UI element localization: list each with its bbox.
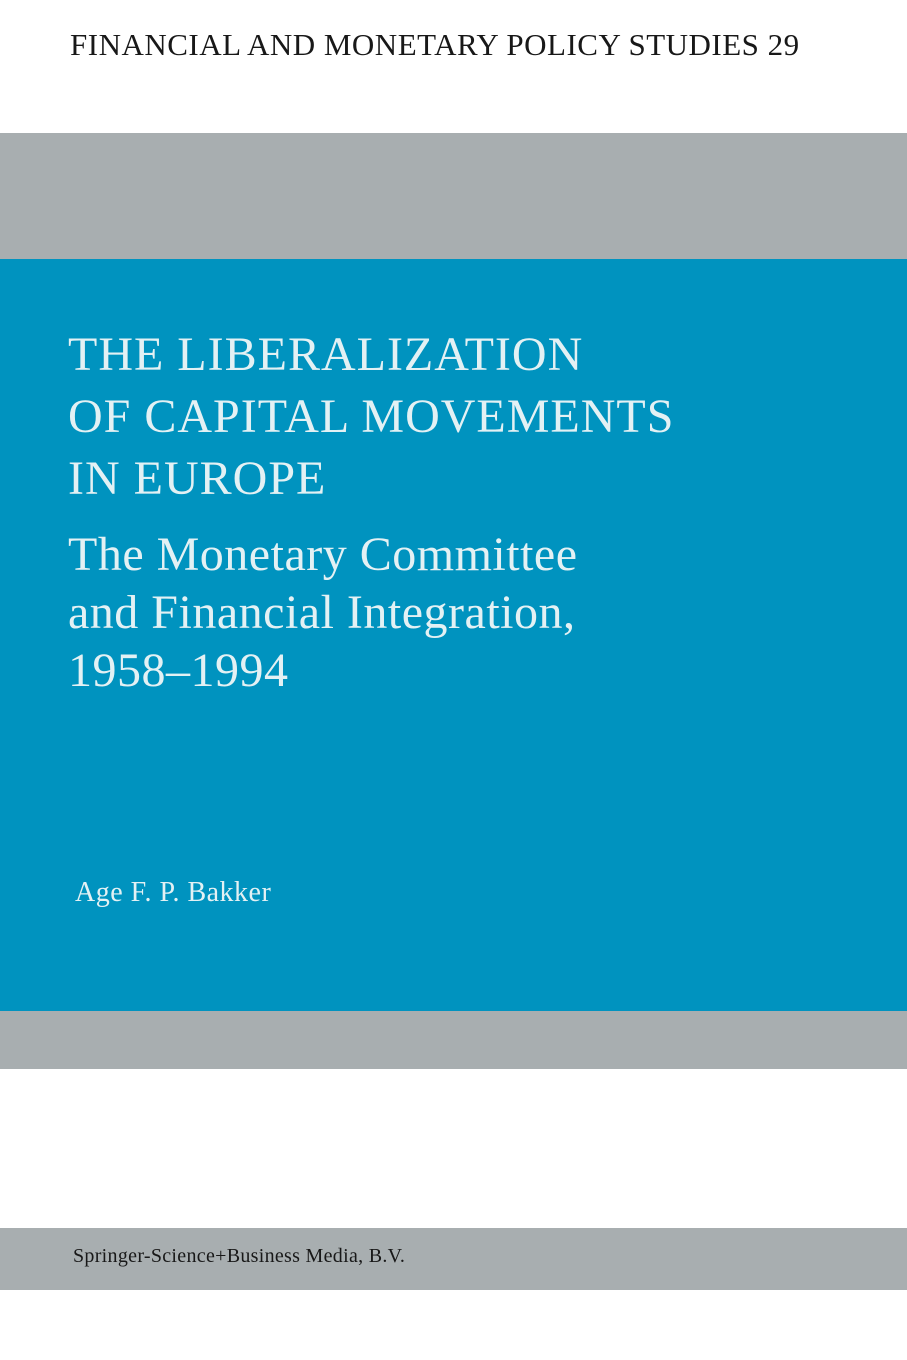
book-subtitle-line-3: 1958–1994 — [68, 644, 289, 697]
book-subtitle-line-1: The Monetary Committee — [68, 528, 578, 581]
book-title-line-2: OF CAPITAL MOVEMENTS — [68, 390, 675, 443]
series-title: FINANCIAL AND MONETARY POLICY STUDIES 29 — [70, 27, 800, 62]
publisher-name: Springer-Science+Business Media, B.V. — [73, 1244, 406, 1267]
author-name: Age F. P. Bakker — [75, 877, 272, 908]
book-title-line-1: THE LIBERALIZATION — [68, 328, 584, 381]
top-gray-band — [0, 133, 907, 259]
book-subtitle — [68, 526, 578, 700]
publisher-band — [0, 1228, 907, 1290]
middle-gray-band — [0, 1011, 907, 1069]
book-title — [68, 324, 674, 510]
book-title-line-3: IN EUROPE — [68, 452, 327, 505]
book-subtitle-line-2: and Financial Integration, — [68, 586, 576, 639]
